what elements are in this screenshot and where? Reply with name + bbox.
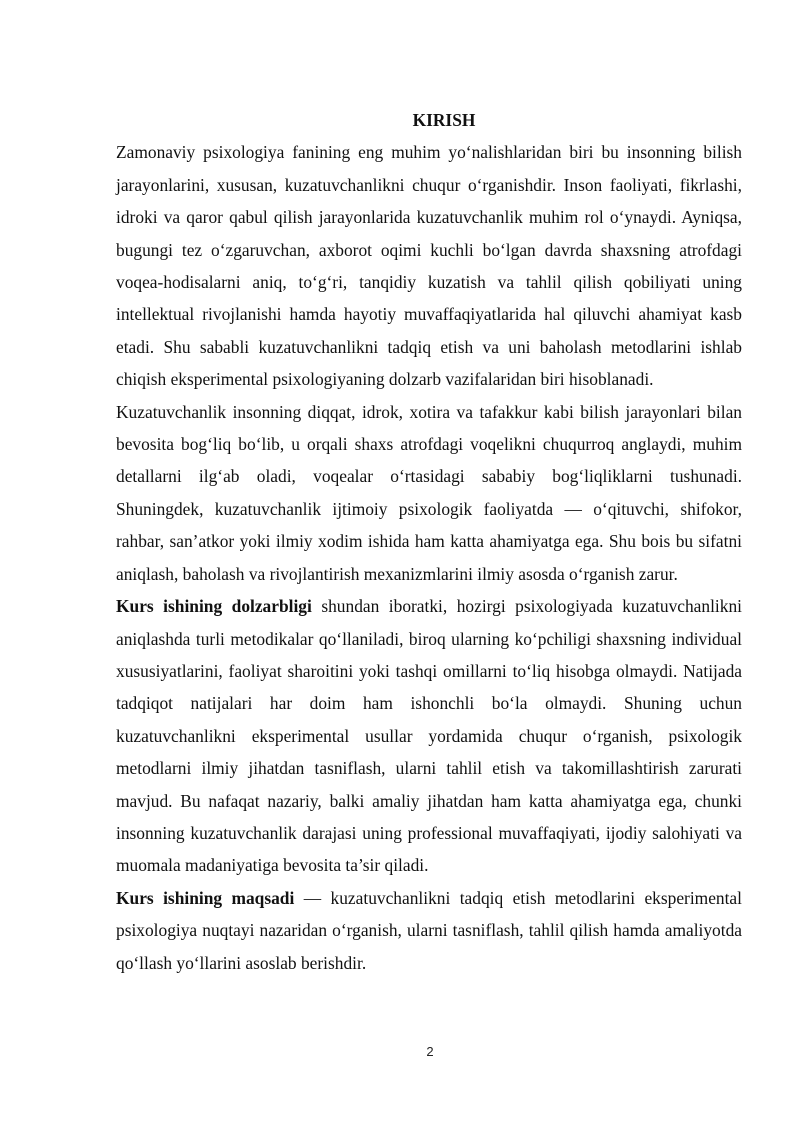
- paragraph-text: — kuzatuvchanlikni tadqiq etish metodlarini eksperimental psixologiya nuqtayi nazaridan o‘rganish, ularni tasniflash, tahlil qilish hamda amaliyotda qo‘llash yo‘llarini asoslab berishdir.: [116, 887, 742, 973]
- paragraph-observation: [116, 396, 742, 590]
- paragraph-text: Kuzatuvchanlik insonning diqqat, idrok, xotira va tafakkur kabi bilish jarayonlari bilan bevosita bog‘liq bo‘lib, u orqali shaxs atrofdagi voqelikni chuqurroq anglaydi, muhim detallarni ilg‘ab oladi, voqealar o‘rtasidagi sababiy bog‘liqliklarni tushunadi. Shuningdek, kuzatuvchanlik ijtimoiy psixologik faoliyatda — o‘qituvchi, shifokor, rahbar, san’atkor yoki ilmiy xodim ishida ham katta ahamiyatga ega. Shu bois bu sifatni aniqlash, baholash va rivojlantirish mexanizmlarini ilmiy asosda o‘rganish zarur.: [116, 401, 742, 584]
- paragraph-text: shundan iboratki, hozirgi psixologiyada kuzatuvchanlikni aniqlashda turli metodikalar qo‘llaniladi, biroq ularning ko‘pchiligi shaxsning individual xususiyatlarini, faoliyat sharoitini yoki tashqi omillarni to‘liq hisobga olmaydi. Natijada tadqiqot natijalari har doim ham ishonchli bo‘la olmaydi. Shuning uchun kuzatuvchanlikni eksperimental usullar yordamida chuqur o‘rganish, psixologik metodlarni ilmiy jihatdan tasniflash, ularni tahlil etish va takomillashtirish zarurati mavjud. Bu nafaqat nazariy, balki amaliy jihatdan ham katta ahamiyatga ega, chunki insonning kuzatuvchanlik darajasi uning professional muvaffaqiyati, ijodiy salohiyati va muomala madaniyatiga bevosita ta’sir qiladi.: [116, 596, 742, 876]
- section-title: KIRISH: [412, 110, 476, 130]
- paragraph-lead: Kurs ishining maqsadi: [116, 887, 295, 908]
- document-page: [116, 104, 742, 979]
- paragraph-relevance: [116, 590, 742, 882]
- paragraph-goal: [116, 882, 742, 979]
- page-number: 2: [426, 1044, 434, 1059]
- paragraph-text: Zamonaviy psixologiya fanining eng muhim yo‘nalishlaridan biri bu insonning bilish jarayonlarini, xususan, kuzatuvchanlikni chuqur o‘rganishdir. Inson faoliyati, fikrlashi, idroki va qaror qabul qilish jarayonlarida kuzatuvchanlik muhim rol o‘ynaydi. Ayniqsa, bugungi tez o‘zgaruvchan, axborot oqimi kuchli bo‘lgan davrda shaxsning atrofdagi voqea-hodisalarni aniq, to‘g‘ri, tanqidiy kuzatish va tahlil qilish qobiliyati uning intellektual rivojlanishi hamda hayotiy muvaffaqiyatlarida hal qiluvchi ahamiyat kasb etadi. Shu sababli kuzatuvchanlikni tadqiq etish va uni baholash metodlarini ishlab chiqish eksperimental psixologiyaning dolzarb vazifalaridan biri hisoblanadi.: [116, 142, 742, 390]
- paragraph-lead: Kurs ishining dolzarbligi: [116, 596, 312, 617]
- paragraph-intro: [116, 136, 742, 395]
